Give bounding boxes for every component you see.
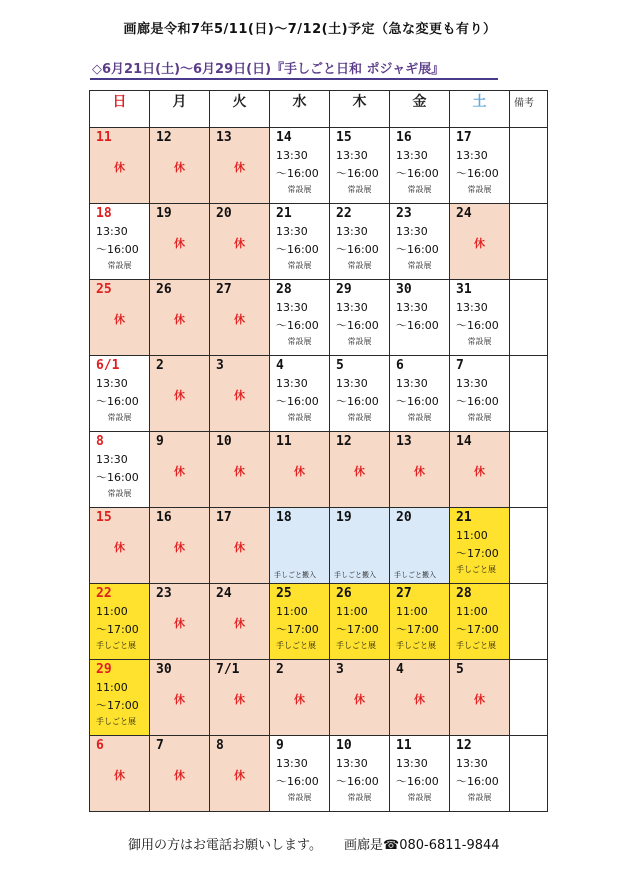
closed-label: 休 [174,541,185,554]
regular-exhibit-label: 常設展 [407,413,432,422]
calendar-day-cell [150,584,210,660]
day-number: 24 [216,586,232,601]
day-number: 6 [396,358,404,373]
calendar-day-cell [450,660,510,736]
header-friday: 金 [390,91,450,128]
calendar-day-cell [330,128,390,204]
regular-exhibit-label: 常設展 [347,337,372,346]
weekday-header-row [90,91,548,128]
closing-time: ～16:00 [336,775,379,788]
opening-time: 13:30 [396,225,428,238]
header-sunday: 日 [90,91,150,128]
regular-exhibit-label: 常設展 [107,489,132,498]
closed-label: 休 [474,465,485,478]
regular-exhibit-label: 常設展 [407,185,432,194]
calendar-week-row [90,204,548,280]
closing-time: ～16:00 [456,395,499,408]
closed-label: 休 [174,313,185,326]
calendar-day-cell [390,584,450,660]
day-number: 19 [156,206,172,221]
closing-time: ～16:00 [276,167,319,180]
calendar-day-cell [450,356,510,432]
remarks-cell [510,736,548,812]
opening-time: 11:00 [396,605,428,618]
subtitle-underline [90,78,498,80]
closing-time: ～16:00 [456,775,499,788]
calendar-day-cell [270,204,330,280]
special-exhibit-label: 手しごと展 [396,641,436,650]
opening-time: 13:30 [336,377,368,390]
day-number: 19 [336,510,352,525]
closing-time: ～17:00 [96,699,139,712]
closing-time: ～16:00 [336,243,379,256]
closing-time: ～16:00 [276,319,319,332]
closed-label: 休 [174,769,185,782]
calendar-day-cell [450,204,510,280]
calendar-day-cell [90,508,150,584]
calendar-day-cell [270,736,330,812]
calendar-day-cell [90,432,150,508]
calendar-day-cell [210,204,270,280]
day-number: 7 [156,738,164,753]
day-number: 20 [396,510,412,525]
calendar-day-cell [330,432,390,508]
day-number: 22 [96,586,112,601]
opening-time: 11:00 [96,681,128,694]
setup-label: 手しごと搬入 [274,571,316,579]
regular-exhibit-label: 常設展 [347,413,372,422]
day-number: 5 [456,662,464,677]
regular-exhibit-label: 常設展 [347,261,372,270]
calendar-day-cell [330,280,390,356]
closed-label: 休 [234,617,245,630]
opening-time: 13:30 [336,149,368,162]
day-number: 8 [96,434,104,449]
closing-time: ～16:00 [336,395,379,408]
calendar-day-cell [210,280,270,356]
special-exhibit-label: 手しごと展 [456,641,496,650]
footer-phone-number: 080-6811-9844 [399,838,500,853]
calendar-week-row [90,432,548,508]
opening-time: 13:30 [336,301,368,314]
day-number: 18 [276,510,292,525]
closed-label: 休 [174,617,185,630]
calendar-day-cell [150,660,210,736]
closing-time: ～17:00 [396,623,439,636]
footer-note: 御用の方はお電話お願いします。 [128,838,322,853]
regular-exhibit-label: 常設展 [287,337,312,346]
day-number: 28 [276,282,292,297]
header-monday: 月 [150,91,210,128]
closing-time: ～17:00 [276,623,319,636]
remarks-cell [510,128,548,204]
day-number: 17 [456,130,472,145]
opening-time: 13:30 [396,149,428,162]
day-number: 15 [336,130,352,145]
closing-time: ～17:00 [456,547,499,560]
day-number: 22 [336,206,352,221]
day-number: 20 [216,206,232,221]
closed-label: 休 [294,465,305,478]
opening-time: 13:30 [276,757,308,770]
closed-label: 休 [174,161,185,174]
regular-exhibit-label: 常設展 [107,261,132,270]
calendar-day-cell [270,584,330,660]
opening-time: 13:30 [276,301,308,314]
opening-time: 13:30 [396,757,428,770]
day-number: 2 [156,358,164,373]
opening-time: 11:00 [276,605,308,618]
closed-label: 休 [174,389,185,402]
calendar-day-cell [270,280,330,356]
regular-exhibit-label: 常設展 [467,337,492,346]
day-number: 25 [96,282,112,297]
schedule-calendar [89,90,548,812]
day-number: 26 [156,282,172,297]
closed-label: 休 [354,465,365,478]
closed-label: 休 [234,161,245,174]
special-exhibit-label: 手しごと展 [336,641,376,650]
calendar-day-cell [210,356,270,432]
regular-exhibit-label: 常設展 [287,413,312,422]
regular-exhibit-label: 常設展 [347,793,372,802]
day-number: 21 [276,206,292,221]
day-number: 8 [216,738,224,753]
calendar-day-cell [330,204,390,280]
remarks-cell [510,280,548,356]
header-thursday: 木 [330,91,390,128]
opening-time: 13:30 [96,453,128,466]
day-number: 3 [336,662,344,677]
opening-time: 13:30 [336,225,368,238]
day-number: 17 [216,510,232,525]
day-number: 13 [396,434,412,449]
day-number: 13 [216,130,232,145]
day-number: 26 [336,586,352,601]
special-exhibit-label: 手しごと展 [96,717,136,726]
closing-time: ～16:00 [276,775,319,788]
calendar-day-cell [150,508,210,584]
calendar-day-cell [150,128,210,204]
opening-time: 11:00 [96,605,128,618]
day-number: 24 [456,206,472,221]
calendar-day-cell [150,432,210,508]
regular-exhibit-label: 常設展 [407,261,432,270]
calendar-week-row [90,660,548,736]
header-tuesday: 火 [210,91,270,128]
calendar-day-cell [270,508,330,584]
day-number: 12 [336,434,352,449]
closing-time: ～16:00 [96,471,139,484]
telephone-icon: ☎ [382,838,400,853]
closed-label: 休 [114,313,125,326]
opening-time: 13:30 [96,377,128,390]
calendar-day-cell [210,508,270,584]
closing-time: ～16:00 [456,167,499,180]
closed-label: 休 [414,465,425,478]
regular-exhibit-label: 常設展 [107,413,132,422]
day-number: 9 [156,434,164,449]
opening-time: 13:30 [96,225,128,238]
page-title: 画廊是令和7年5/11(日)～7/12(土)予定（急な変更も有り） [123,22,497,37]
closed-label: 休 [114,541,125,554]
closed-label: 休 [234,389,245,402]
calendar-day-cell [150,736,210,812]
footer-gallery-name: 画廊是 [343,838,383,853]
day-number: 18 [96,206,112,221]
closing-time: ～16:00 [336,319,379,332]
calendar-day-cell [90,204,150,280]
calendar-day-cell [210,584,270,660]
closing-time: ～17:00 [456,623,499,636]
closing-time: ～16:00 [396,243,439,256]
day-number: 4 [276,358,284,373]
closed-label: 休 [114,769,125,782]
day-number: 12 [456,738,472,753]
closed-label: 休 [234,237,245,250]
calendar-day-cell [390,280,450,356]
calendar-day-cell [210,736,270,812]
special-exhibit-label: 手しごと展 [276,641,316,650]
day-number: 15 [96,510,112,525]
closed-label: 休 [414,693,425,706]
remarks-cell [510,432,548,508]
calendar-day-cell [210,432,270,508]
opening-time: 13:30 [276,225,308,238]
calendar-day-cell [90,356,150,432]
closing-time: ～16:00 [396,167,439,180]
closed-label: 休 [174,237,185,250]
closed-label: 休 [474,693,485,706]
day-number: 28 [456,586,472,601]
calendar-day-cell [390,432,450,508]
calendar-day-cell [90,584,150,660]
closing-time: ～16:00 [96,243,139,256]
calendar-week-row [90,280,548,356]
day-number: 27 [216,282,232,297]
regular-exhibit-label: 常設展 [347,185,372,194]
opening-time: 11:00 [336,605,368,618]
closing-time: ～17:00 [96,623,139,636]
day-number: 7 [456,358,464,373]
calendar-day-cell [270,660,330,736]
footer-contact [128,834,500,853]
calendar-day-cell [450,128,510,204]
calendar-day-cell [150,280,210,356]
day-number: 14 [456,434,472,449]
closed-label: 休 [234,541,245,554]
calendar-day-cell [450,432,510,508]
setup-label: 手しごと搬入 [394,571,436,579]
day-number: 16 [156,510,172,525]
closed-label: 休 [234,465,245,478]
calendar-week-row [90,508,548,584]
day-number: 6/1 [96,358,120,373]
remarks-cell [510,204,548,280]
regular-exhibit-label: 常設展 [287,185,312,194]
calendar-day-cell [270,432,330,508]
event-subtitle: ◇6月21日(土)～6月29日(日)『手しごと日和 ポジャギ展』 [92,62,445,77]
calendar-day-cell [390,660,450,736]
day-number: 3 [216,358,224,373]
calendar-day-cell [210,128,270,204]
regular-exhibit-label: 常設展 [287,261,312,270]
closing-time: ～16:00 [96,395,139,408]
calendar-day-cell [90,736,150,812]
day-number: 30 [156,662,172,677]
day-number: 7/1 [216,662,240,677]
day-number: 23 [156,586,172,601]
opening-time: 13:30 [456,149,488,162]
day-number: 16 [396,130,412,145]
special-exhibit-label: 手しごと展 [96,641,136,650]
closing-time: ～16:00 [396,395,439,408]
closing-time: ～16:00 [456,319,499,332]
closed-label: 休 [234,313,245,326]
day-number: 14 [276,130,292,145]
calendar-day-cell [450,280,510,356]
calendar-day-cell [330,660,390,736]
day-number: 11 [396,738,412,753]
closing-time: ～16:00 [396,319,439,332]
day-number: 10 [216,434,232,449]
regular-exhibit-label: 常設展 [407,793,432,802]
closed-label: 休 [354,693,365,706]
day-number: 21 [456,510,472,525]
opening-time: 13:30 [456,757,488,770]
closing-time: ～16:00 [276,243,319,256]
calendar-day-cell [390,128,450,204]
closing-time: ～16:00 [336,167,379,180]
day-number: 11 [96,130,112,145]
special-exhibit-label: 手しごと展 [456,565,496,574]
remarks-cell [510,584,548,660]
calendar-day-cell [330,584,390,660]
calendar-day-cell [450,508,510,584]
header-saturday: 土 [450,91,510,128]
closed-label: 休 [114,161,125,174]
calendar-day-cell [90,660,150,736]
regular-exhibit-label: 常設展 [287,793,312,802]
opening-time: 13:30 [456,377,488,390]
closed-label: 休 [294,693,305,706]
calendar-day-cell [90,128,150,204]
calendar-day-cell [450,736,510,812]
day-number: 9 [276,738,284,753]
opening-time: 13:30 [396,377,428,390]
closed-label: 休 [174,465,185,478]
calendar-week-row [90,128,548,204]
remarks-cell [510,660,548,736]
calendar-week-row [90,356,548,432]
opening-time: 13:30 [396,301,428,314]
regular-exhibit-label: 常設展 [467,793,492,802]
day-number: 30 [396,282,412,297]
closing-time: ～17:00 [336,623,379,636]
closed-label: 休 [474,237,485,250]
day-number: 2 [276,662,284,677]
regular-exhibit-label: 常設展 [467,413,492,422]
remarks-cell [510,356,548,432]
closed-label: 休 [174,693,185,706]
calendar-day-cell [330,356,390,432]
closed-label: 休 [234,769,245,782]
calendar-day-cell [210,660,270,736]
opening-time: 11:00 [456,529,488,542]
closed-label: 休 [234,693,245,706]
calendar-day-cell [390,204,450,280]
opening-time: 13:30 [336,757,368,770]
day-number: 25 [276,586,292,601]
day-number: 6 [96,738,104,753]
day-number: 29 [336,282,352,297]
day-number: 29 [96,662,112,677]
day-number: 10 [336,738,352,753]
header-remarks: 備考 [510,91,548,128]
calendar-day-cell [330,508,390,584]
calendar-day-cell [270,356,330,432]
calendar-day-cell [90,280,150,356]
day-number: 12 [156,130,172,145]
calendar-day-cell [150,356,210,432]
calendar-day-cell [270,128,330,204]
day-number: 23 [396,206,412,221]
day-number: 4 [396,662,404,677]
opening-time: 13:30 [456,301,488,314]
day-number: 11 [276,434,292,449]
day-number: 5 [336,358,344,373]
day-number: 31 [456,282,472,297]
calendar-day-cell [450,584,510,660]
header-wednesday: 水 [270,91,330,128]
regular-exhibit-label: 常設展 [467,185,492,194]
calendar-day-cell [390,356,450,432]
opening-time: 13:30 [276,377,308,390]
opening-time: 11:00 [456,605,488,618]
calendar-day-cell [390,508,450,584]
remarks-cell [510,508,548,584]
day-number: 27 [396,586,412,601]
calendar-day-cell [330,736,390,812]
calendar-day-cell [390,736,450,812]
calendar-day-cell [150,204,210,280]
calendar-week-row [90,584,548,660]
calendar-week-row [90,736,548,812]
setup-label: 手しごと搬入 [334,571,376,579]
closing-time: ～16:00 [276,395,319,408]
opening-time: 13:30 [276,149,308,162]
closing-time: ～16:00 [396,775,439,788]
